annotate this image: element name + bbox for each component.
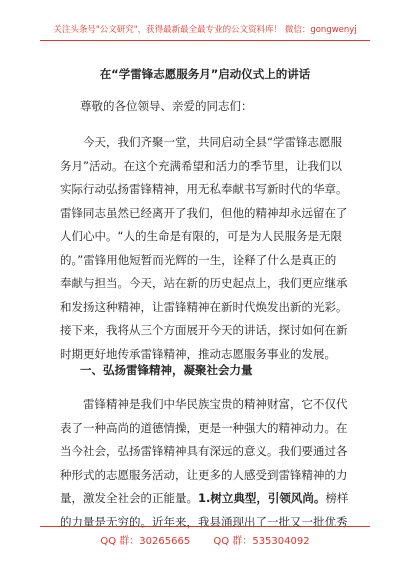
bold-subheading: 1.树立典型，引领风尚。 xyxy=(198,491,326,505)
paragraph-text: 榜样 xyxy=(325,491,349,505)
paragraph-line: 时期更好地传承雷锋精神，推动志愿服务事业的发展。 xyxy=(60,346,336,361)
footer-divider xyxy=(40,526,370,527)
paragraph-line: 的。”雷锋用他短暂而光辉的一生，诠释了什么是真正的 xyxy=(60,252,337,267)
paragraph-line: 今天，我们齐聚一堂，共同启动全县“学雷锋志愿服 xyxy=(83,135,342,149)
paragraph-2 xyxy=(60,393,365,534)
paragraph-line: 当今社会，弘扬雷锋精神具有深远的意义。我们要通过各 xyxy=(60,444,348,458)
paragraph-line: 种形式的志愿服务活动，让更多的人感受到雷锋精神的力 xyxy=(60,467,348,482)
header-banner: 关注头条号"公文研究"，获得最新最全最专业的公文资料库！ 微信：gongwenyj xyxy=(53,25,357,35)
footer-qq-group-2: QQ 群：535304092 xyxy=(213,536,310,547)
section-heading: 一、弘扬雷锋精神，凝聚社会力量 xyxy=(80,363,253,377)
paragraph-line: 实际行动弘扬雷锋精神，用无私奉献书写新时代的华章。 xyxy=(60,182,348,196)
paragraph-line: 务月”活动。在这个充满希望和活力的季节里，让我们以 xyxy=(60,158,342,173)
paragraph-1 xyxy=(60,131,365,366)
header-divider xyxy=(40,40,370,41)
paragraph-line: 表了一种高尚的道德情操，更是一种强大的精神动力。在 xyxy=(60,420,348,435)
paragraph-line: 人们心中。“人的生命是有限的，可是为人民服务是无限 xyxy=(60,229,342,243)
greeting: 尊敬的各位领导、亲爱的同志们： xyxy=(80,99,253,113)
paragraph-line: 的力量是无穷的。近年来，我县涌现出了一批又一批优秀 xyxy=(60,514,348,529)
footer-qq-group-1: QQ 群：30265665 xyxy=(100,536,191,547)
paragraph-line: 奉献与担当。今天，站在新的历史起点上，我们更应继承 xyxy=(60,276,348,290)
paragraph-line: 接下来，我将从三个方面展开今天的讲话，探讨如何在新 xyxy=(60,323,348,337)
paragraph-line: 和发扬这种精神，让雷锋精神在新时代焕发出新的光彩。 xyxy=(60,299,348,314)
document-title: 在“学雷锋志愿服务月”启动仪式上的讲话 xyxy=(99,67,311,81)
paragraph-line: 雷锋同志虽然已经离开了我们，但他的精神却永远留在了 xyxy=(60,205,348,220)
footer xyxy=(40,532,370,547)
paragraph-line: 雷锋精神是我们中华民族宝贵的精神财富，它不仅代 xyxy=(83,397,348,411)
paragraph-text: 量，激发全社会的正能量。 xyxy=(60,491,198,505)
paragraph-line-mixed xyxy=(60,487,365,511)
